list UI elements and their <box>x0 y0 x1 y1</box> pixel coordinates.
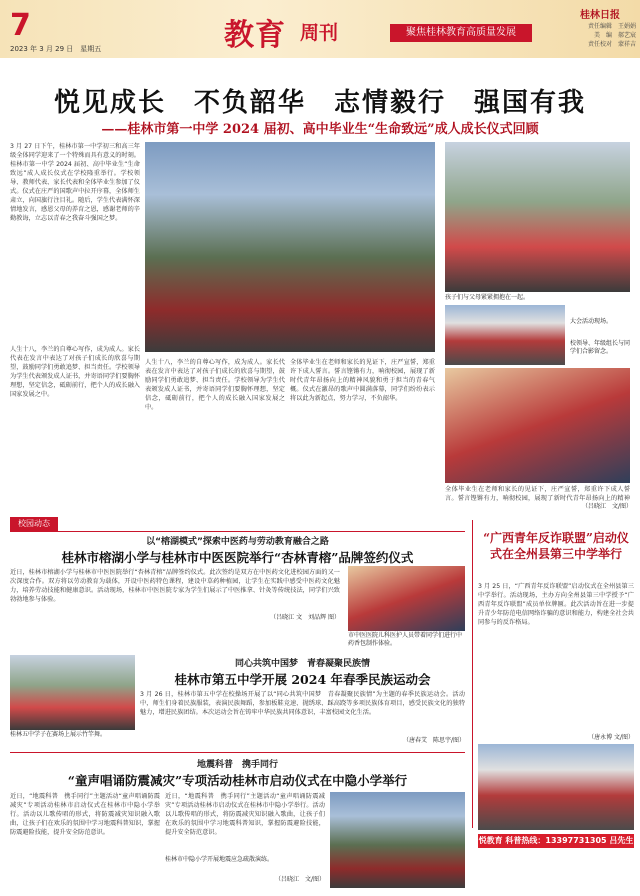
article3-body: 3 月 25 日，“广西青年反诈联盟”启动仪式在全州县第三中学举行。活动现场，主办方向全州县第三中学授予“广西青年反诈联盟”成员单位牌匾。此次活动旨在进一步提升青少年防范电信网络诈骗的意识和能力，构建全社会共同参与的反诈格局。 <box>478 583 634 626</box>
article2-caption: 桂林五中学子在赛场上展示竹竿舞。 <box>10 731 107 738</box>
lead-body-left: 3 月 27 日下午，桂林市第一中学初三和高三年级全体同学迎来了一个特殊而具有意义的时刻。桂林市第一中学 2024 届初、高中毕业生“生命致远”成人成长仪式在学校隆重举行。学校领导、教师代表、家长代表和全体毕业生参加了仪式。仪式在庄严的国歌声中拉开序幕，全体师生肃立，向国旗行注目礼。随后，学生代表满怀深情地发言，感恩父母的养育之恩，感谢老师的辛勤教诲，立志以青春之我奋斗强国之梦。 <box>10 143 140 222</box>
article4-caption: 桂林市中隐小学开展地震应急疏散演练。 <box>165 856 274 863</box>
article4-body-2: 近日，“地震科普 携手同行”主题活动“童声唱诵防震减灾”专项活动桂林市启动仪式在桂林市中隐小学举行。活动以儿歌传唱的形式，将防震减灾知识融入歌曲，让孩子们在欢乐的氛围中学习地震科普知识，掌握防震避险技能，提升安全防范意识。 <box>165 793 325 836</box>
article4-byline: （吕晓江 文/图） <box>274 876 325 883</box>
lead-body-left-2: 人生十八，李兰的自尊心写作，成为成人。家长代表在发言中表达了对孩子们成长的欣喜与期望，鼓励同学们勇敢追梦、担当责任。学校领导为学生代表颁发成人证书，并寄语同学们要胸怀理想，坚定信念，砥砺前行，把个人的成长融入国家发展之中。 <box>10 346 140 398</box>
article1-photo <box>348 566 465 631</box>
article2-title: 桂林市第五中学开展 2024 年春季民族运动会 <box>174 672 431 687</box>
editor-line: 责任校对 蒙祥吉 <box>587 41 636 48</box>
article3-photo <box>478 744 634 830</box>
caption-oath: 校领导、年级组长与同学们合影留念。 <box>570 340 631 355</box>
lead-campus-photo <box>445 305 565 365</box>
article2-byline: （唐春艾 陈思宇/图） <box>402 737 465 744</box>
editor-line: 责任编辑 王娟娟 <box>587 23 636 30</box>
article2-kicker: 同心共筑中国梦 青春凝聚民族情 <box>234 659 370 669</box>
lead-hug-photo <box>445 142 630 292</box>
column-divider <box>472 520 473 828</box>
editor-line: 美 编 郝艺宸 <box>593 32 636 39</box>
article4-photo <box>330 792 465 888</box>
article1-byline: （吕晓江 文 刘品辉 图） <box>270 614 340 621</box>
hotline-ad: 悦教育 科普热线：13397731305 吕先生 <box>478 834 634 848</box>
section-rule <box>10 531 465 532</box>
section-tag: 校园动态 <box>10 517 58 531</box>
article2-body: 3 月 26 日，桂林市第五中学在校操场开展了以“同心共筑中国梦 青春凝聚民族情”为主题的春季民族运动会。活动中，师生们身着民族服装，表演民族舞蹈，参加板鞋竞速、抛绣球、踩高跷等多项民族体育项目，感受民族文化的独特魅力，增进民族团结。本次运动会旨在铸牢中华民族共同体意识，丰富校园文化生活。 <box>140 691 465 716</box>
lead-group-photo <box>445 368 630 483</box>
article3-byline: （唐永博 文/图） <box>588 734 634 741</box>
lead-byline: （吕晓江 文/图） <box>581 503 632 510</box>
column-title: 教育 <box>224 18 286 53</box>
lead-body-right: 全体毕业生在老师和家长的见证下，庄严宣誓，郑重许下成人誓言。誓言铿锵有力，响彻校园，展现了新时代青年昂扬向上的精神风貌和勇于担当的青春气概。仪式在激昂的歌声中圆满落幕，同学们纷纷表示将以此为新起点，努力学习，不负韶华。 <box>290 359 435 402</box>
issue-date: 2023 年 3 月 29 日 星期五 <box>10 45 102 53</box>
lead-body-tail: 全体毕业生在老师和家长的见证下，庄严宣誓，郑重许下成人誓言。誓言铿锵有力，响彻校园，展现了新时代青年昂扬向上的精神 <box>445 486 630 502</box>
article2-photo <box>10 655 135 730</box>
caption-hug: 孩子们与父母紧紧拥抱在一起。 <box>445 294 530 301</box>
article1-kicker: 以“榕湖模式”探索中医药与劳动教育融合之路 <box>146 537 329 547</box>
article4-body: 近日，“地震科普 携手同行”主题活动“童声唱诵防震减灾”专项活动桂林市启动仪式在桂林市中隐小学举行。活动以儿歌传唱的形式，将防震减灾知识融入歌曲，让孩子们在欢乐的氛围中学习地震科普知识，掌握防震避险技能，提升安全防范意识。 <box>10 793 160 836</box>
paper-name: 桂林日报 <box>580 10 620 21</box>
article4-rule <box>10 752 465 753</box>
slogan-bar: 聚焦桂林教育高质量发展 <box>390 24 532 42</box>
article1-body: 近日，桂林市榕湖小学与桂林市中医医院举行“杏林青榕”品牌签约仪式。此次签约是双方在中医药文化进校园方面的又一次深度合作。双方将以劳动教育为载体，开设中医药特色课程，建设中草药种植园，让学生在实践中感受中医药文化魅力，培养劳动技能和健康意识。活动现场，桂林市中医医院专家为学生们展示了中医推拿、针灸等传统技法，同学们兴致勃勃地参与体验。 <box>10 569 340 603</box>
editor-credits <box>540 22 636 49</box>
lead-headline: 悦见成长 不负韶华 志情毅行 强国有我 <box>53 88 586 118</box>
article3-title: “广西青年反诈联盟”启动仪式在全州县第三中学举行 <box>483 531 629 561</box>
page-number: 7 <box>10 8 31 43</box>
caption-campus: 大会活动现场。 <box>570 318 613 325</box>
article1-title: 桂林市榕湖小学与桂林市中医医院举行“杏林青榕”品牌签约仪式 <box>61 550 414 565</box>
lead-ceremony-photo <box>145 142 435 352</box>
column-week: 周刊 <box>300 22 339 44</box>
article4-title: “童声唱诵防震减灾”专项活动桂林市启动仪式在中隐小学举行 <box>67 773 408 788</box>
lead-subheadline: ——桂林市第一中学 2024 届初、高中毕业生“生命致远”成人成长仪式回顾 <box>101 122 539 137</box>
lead-body-mid: 人生十八，李兰的自尊心写作，成为成人。家长代表在发言中表达了对孩子们成长的欣喜与期望，鼓励同学们勇敢追梦、担当责任。学校领导为学生代表颁发成人证书，并寄语同学们要胸怀理想，坚定信念，砥砺前行，把个人的成长融入国家发展之中。 <box>145 359 285 411</box>
article1-caption: 市中医医院儿科医护人员带着同学们进行中药香包制作体验。 <box>348 632 463 647</box>
article4-kicker: 地震科普 携手同行 <box>196 760 278 770</box>
